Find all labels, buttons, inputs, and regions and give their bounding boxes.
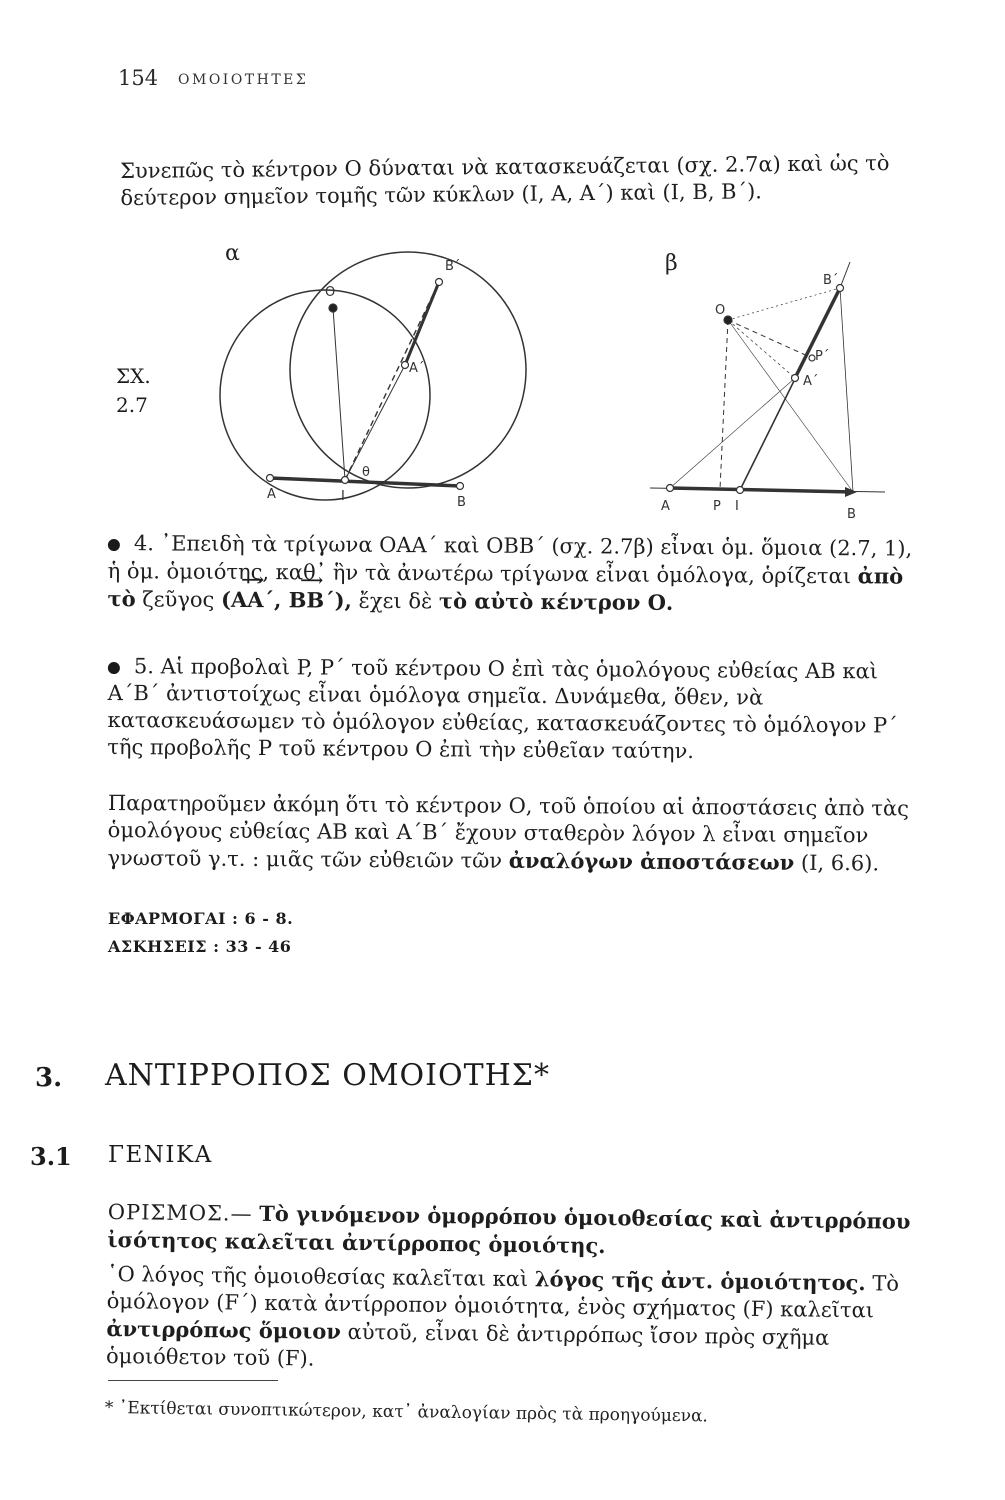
section-number: 3. bbox=[35, 1063, 63, 1093]
diagram-a bbox=[220, 252, 526, 500]
point-Aprime-a bbox=[402, 362, 409, 369]
item-4-bold-end: τὸ αὐτὸ κέντρον Ο. bbox=[438, 588, 674, 615]
definition-term-similar: ἀντιρρόπως ὅμοιον bbox=[106, 1315, 342, 1344]
figure-caption-line2: 2.7 bbox=[116, 393, 148, 417]
segment-B-Bprime-b bbox=[840, 288, 853, 492]
point-A-a bbox=[267, 475, 274, 482]
item-4-bold-close: ), bbox=[334, 587, 353, 613]
item-4-bold-a: ἀπὸ τὸ bbox=[107, 563, 904, 612]
item-5-bold: ἀναλόγων ἀποστάσεων bbox=[508, 847, 795, 875]
vector-BB: ⟶ BB΄ bbox=[289, 586, 335, 613]
label-Pprime-b: P΄ bbox=[815, 349, 830, 364]
arrow-B-b bbox=[845, 487, 857, 497]
figure-2-7 bbox=[195, 240, 895, 530]
subsection-number: 3.1 bbox=[30, 1142, 72, 1171]
item-4-bold-open: ( bbox=[220, 586, 232, 612]
definition-text-b: Τὸ ὁμόλογον (F΄) κατὰ ἀντίρροπον ὁμοιότητα, ἑνὸς σχήματος (F) καλεῖται bbox=[106, 1271, 900, 1323]
bullet-icon bbox=[108, 661, 120, 673]
item-5-remark bbox=[107, 790, 928, 878]
item-4-pair bbox=[221, 587, 352, 613]
label-P-b: P bbox=[713, 499, 721, 514]
label-I-a: I bbox=[341, 489, 345, 504]
panel-b-label: β bbox=[665, 251, 678, 276]
running-title: ΟΜΟΙΟΤΗΤΕΣ bbox=[178, 72, 309, 88]
segment-O-I bbox=[333, 308, 345, 480]
segment-Aprime-Bprime bbox=[405, 282, 439, 365]
segment-Aprime-Bprime-b bbox=[795, 288, 840, 378]
label-theta-a: θ bbox=[362, 465, 370, 480]
segment-O-P bbox=[720, 320, 728, 489]
segment-B-O-b bbox=[728, 320, 853, 492]
definition-paragraph-2 bbox=[106, 1260, 927, 1380]
item-4-text: 4. ᾿Επειδὴ τὰ τρίγωνα ΟΑΑ΄ καὶ ΟΒΒ΄ (σχ. 2.7β) εἶναι ὁμ. ὅμοια (2.7, 1), ἡ ὁμ. ὁμοιότης, καθ᾿ ἣν τὰ ἀνωτέρω τρίγωνα εἶναι ὁμόλογα, ὁρίζεται bbox=[107, 531, 913, 589]
label-O-b: O bbox=[715, 303, 726, 318]
segment-O-Pprime bbox=[728, 320, 812, 358]
definition-label: ΟΡΙΣΜΟΣ.— bbox=[107, 1199, 253, 1226]
applications-block bbox=[108, 905, 293, 961]
label-O-a: O bbox=[325, 285, 336, 300]
subsection-title: ΓΕΝΙΚΑ bbox=[108, 1142, 213, 1168]
item-4-text-b: ζεῦγος bbox=[142, 587, 215, 612]
segment-A-O-b bbox=[670, 378, 795, 488]
item-4 bbox=[107, 530, 928, 619]
definition-text-a: ῾Ο λόγος τῆς ὁμοιοθεσίας καλεῖται καὶ bbox=[106, 1261, 529, 1292]
applications-line: ΕΦΑΡΜΟΓΑΙ : 6 - 8. bbox=[108, 909, 294, 928]
segment-O-Bprime-b bbox=[728, 288, 840, 320]
diagram-b bbox=[650, 262, 885, 492]
definition-block bbox=[106, 1198, 928, 1380]
footnote-divider bbox=[108, 1380, 278, 1381]
section-title: ΑΝΤΙΡΡΟΠΟΣ ΟΜΟΙΟΤΗΣ* bbox=[105, 1058, 550, 1093]
item-5-text: 5. Αἱ προβολαὶ P, P΄ τοῦ κέντρου Ο ἐπὶ τὰς ὁμολόγους εὐθείας ΑΒ καὶ Α΄Β΄ ἀντιστοίχως εἶναι ὁμόλογα σημεῖα. Δυνάμεθα, ὅθεν, νὰ κατασκευάσωμεν τὸ ὁμόλογον εὐθείας, κατασκευάζοντες τὸ ὁμόλογον P΄ τῆς προβολῆς P τοῦ κέντρου Ο ἐπὶ τὴν εὐθεῖαν ταύτην. bbox=[107, 654, 898, 764]
item-4-bold-sep: , bbox=[273, 587, 289, 613]
figure-caption bbox=[116, 362, 151, 420]
bullet-icon bbox=[108, 538, 120, 550]
label-Bprime-a: B΄ bbox=[445, 259, 461, 274]
segment-A-B-b bbox=[670, 488, 853, 492]
label-Aprime-b: A΄ bbox=[803, 374, 819, 389]
definition-text-c: αὐτοῦ, εἶναι δὲ ἀντιρρόπως ἴσον πρὸς σχῆμα ὁμοιόθετον τοῦ (F). bbox=[105, 1319, 830, 1371]
label-B-b: B bbox=[847, 507, 856, 522]
segment-I-Bprime bbox=[345, 282, 439, 480]
circle-left bbox=[220, 290, 430, 500]
segment-I-Aprime bbox=[345, 365, 405, 480]
label-B-a: B bbox=[457, 495, 466, 510]
exercises-line: ΑΣΚΗΣΕΙΣ : 33 - 46 bbox=[108, 937, 292, 956]
item-5-text3: (I, 6.6). bbox=[800, 850, 880, 876]
panel-a-label: α bbox=[225, 241, 240, 266]
point-B-a bbox=[457, 483, 464, 490]
item-4-text-c: ἔχει δὲ bbox=[351, 588, 433, 614]
point-Bprime-a bbox=[436, 279, 443, 286]
point-I-b bbox=[737, 487, 744, 494]
label-I-b: I bbox=[735, 499, 739, 514]
definition-term-ratio: λόγος τῆς ἀντ. ὁμοιότητος. bbox=[534, 1266, 866, 1296]
definition-paragraph bbox=[107, 1198, 928, 1264]
figure-caption-line1: ΣΧ. bbox=[116, 364, 151, 388]
point-A-b bbox=[667, 485, 674, 492]
segment-Bprime-ext bbox=[840, 262, 850, 288]
vector-AA: ⟶ AA΄ bbox=[231, 586, 274, 613]
label-Bprime-b: B΄ bbox=[823, 273, 839, 288]
label-A-b: A bbox=[661, 499, 670, 514]
point-I-a bbox=[342, 477, 349, 484]
segment-O-Aprime-b bbox=[728, 320, 795, 378]
definition-bold: Τὸ γινόμενον ὁμορρόπου ὁμοιοθεσίας καὶ ἀντιρρόπου ἰσότητος καλεῖται ἀντίρροπος ὁμοιότης. bbox=[107, 1200, 911, 1259]
label-A-a: A bbox=[267, 487, 276, 502]
point-Aprime-b bbox=[792, 375, 799, 382]
label-Aprime-a: A΄ bbox=[409, 361, 425, 376]
point-O-a bbox=[329, 304, 337, 312]
item-5-text2: Παρατηροῦμεν ἀκόμη ὅτι τὸ κέντρον Ο, τοῦ ὁποίου αἱ ἀποστάσεις ἀπὸ τὰς ὁμολόγους εὐθείας ΑΒ καὶ Α΄Β΄ ἔχουν σταθερὸν λόγον λ εἶναι σημεῖον γνωστοῦ γ.τ. : μιᾶς τῶν εὐθειῶν τῶν bbox=[107, 791, 909, 873]
item-5 bbox=[107, 653, 928, 767]
footnote: * ᾿Εκτίθεται συνοπτικώτερον, κατ᾿ ἀναλογίαν πρὸς τὰ προηγούμενα. bbox=[104, 1398, 709, 1427]
intro-paragraph: Συνεπῶς τὸ κέντρον Ο δύναται νὰ κατασκευάζεται (σχ. 2.7α) καὶ ὡς τὸ δεύτερον σημεῖον τομῆς τῶν κύκλων (I, A, A΄) καὶ (I, B, B΄). bbox=[120, 150, 890, 210]
page-number: 154 bbox=[118, 66, 159, 90]
